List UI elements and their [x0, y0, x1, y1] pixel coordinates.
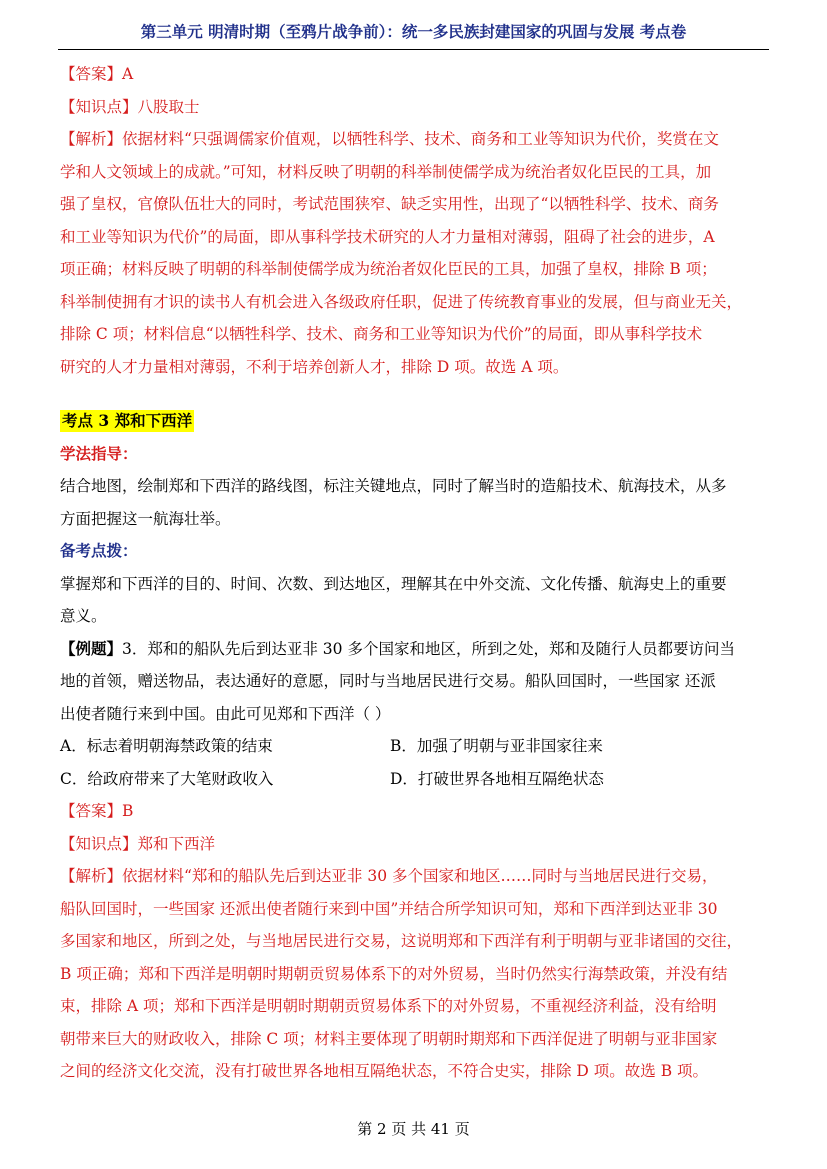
- example-label: 【例题】: [60, 638, 123, 658]
- header-divider: [58, 49, 769, 50]
- q3-options-row-2: [60, 763, 772, 796]
- page-number: 第 2 页 共 41 页: [357, 1120, 470, 1138]
- q2-answer: 【答案】A: [60, 65, 134, 83]
- q3-analysis-line: 【解析】依据材料“郑和的船队先后到达亚非 30 多个国家和地区……同时与当地居民进行交易，: [60, 867, 718, 885]
- q2-analysis: [60, 123, 772, 383]
- kaodian-3-heading: 考点 3 郑和下西洋: [62, 411, 193, 430]
- q2-analysis-line: 研究的人才力量相对薄弱，不利于培养创新人才，排除 D 项。故选 A 项。: [60, 357, 569, 376]
- q2-analysis-line: 项正确；材料反映了明朝的科举制使儒学成为统治者奴化臣民的工具，加强了皇权，排除 B 项；: [60, 260, 717, 278]
- q3-analysis-line: 束，排除 A 项；郑和下西洋是明朝时期朝贡贸易体系下的对外贸易，不重视经济利益，没有给明: [60, 997, 717, 1015]
- method-line: 方面把握这一航海壮举。: [60, 509, 231, 528]
- q3-analysis-line: B 项正确；郑和下西洋是明朝时期朝贡贸易体系下的对外贸易，当时仍然实行海禁政策，并没有结: [60, 964, 728, 983]
- q2-analysis-line: 科举制使拥有才识的读书人有机会进入各级政府任职，促进了传统教育事业的发展，但与商业无关，: [60, 292, 743, 311]
- q3-analysis-line: 船队回国时，一些国家 还派出使者随行来到中国”并结合所学知识可知，郑和下西洋到达亚非 30: [60, 899, 718, 918]
- page-content: [60, 58, 772, 1088]
- page-header-title: 第三单元 明清时期（至鸦片战争前）：统一多民族封建国家的巩固与发展 考点卷: [140, 22, 687, 41]
- section-gap: [60, 383, 772, 405]
- q2-analysis-line: 排除 C 项；材料信息“以牺牲科学、技术、商务和工业等知识为代价”的局面，即从事科学技术: [60, 325, 703, 343]
- kaodian-3-heading-row: [60, 405, 772, 438]
- q3-option-d: D．打破世界各地相互隔绝状态: [390, 769, 604, 788]
- q2-analysis-line: 和工业等知识为代价”的局面，即从事科学技术研究的人才力量相对薄弱，阻碍了社会的进步，A: [60, 227, 715, 246]
- q3-knowledge-point: 【知识点】郑和下西洋: [60, 834, 216, 853]
- q3-stem-line: 地的首领，赠送物品，表达通好的意愿，同时与当地居民进行交易。船队回国时，一些国家 还派: [60, 672, 716, 690]
- q3-option-b: B．加强了明朝与亚非国家往来: [390, 737, 603, 755]
- method-line: 结合地图，绘制郑和下西洋的路线图，标注关键地点，同时了解当时的造船技术、航海技术，从多: [60, 477, 727, 495]
- q3-option-c: C．给政府带来了大笔财政收入: [60, 769, 274, 788]
- q2-analysis-line: 学和人文领域上的成就。”可知，材料反映了明朝的科举制使儒学成为统治者奴化臣民的工具，加: [60, 162, 712, 181]
- q3-analysis: [60, 860, 772, 1088]
- prep-line: 意义。: [60, 607, 107, 625]
- q3-option-a: A．标志着明朝海禁政策的结束: [60, 737, 273, 755]
- q3-stem-text: 3．郑和的船队先后到达亚非 30 多个国家和地区，所到之处，郑和及随行人员都要访问当: [122, 639, 735, 658]
- q3-stem-first: [60, 633, 772, 666]
- q3-stem-line: 出使者随行来到中国。由此可见郑和下西洋（ ）: [60, 704, 391, 723]
- q2-knowledge-point: 【知识点】八股取士: [60, 97, 200, 116]
- prep-heading: 备考点拨：: [60, 541, 138, 560]
- q3-answer: 【答案】B: [60, 802, 134, 820]
- q3-analysis-line: 之间的经济文化交流，没有打破世界各地相互隔绝状态，不符合史实，排除 D 项。故选 B 项。: [60, 1062, 709, 1080]
- q3-analysis-line: 朝带来巨大的财政收入，排除 C 项；材料主要体现了明朝时期郑和下西洋促进了明朝与亚非国家: [60, 1029, 718, 1048]
- q2-analysis-line: 强了皇权，官僚队伍壮大的同时，考试范围狭窄、缺乏实用性，出现了“以牺牲科学、技术、商务: [60, 195, 719, 213]
- q2-analysis-line: 【解析】依据材料“只强调儒家价值观，以牺牲科学、技术、商务和工业等知识为代价，奖赏在文: [60, 130, 719, 148]
- method-heading: 学法指导：: [60, 443, 138, 463]
- prep-line: 掌握郑和下西洋的目的、时间、次数、到达地区，理解其在中外交流、文化传播、航海史上的重要: [60, 574, 727, 593]
- q3-analysis-line: 多国家和地区，所到之处，与当地居民进行交易，这说明郑和下西洋有利于明朝与亚非诸国的交往，: [60, 932, 743, 950]
- q3-options-row-1: [60, 730, 772, 763]
